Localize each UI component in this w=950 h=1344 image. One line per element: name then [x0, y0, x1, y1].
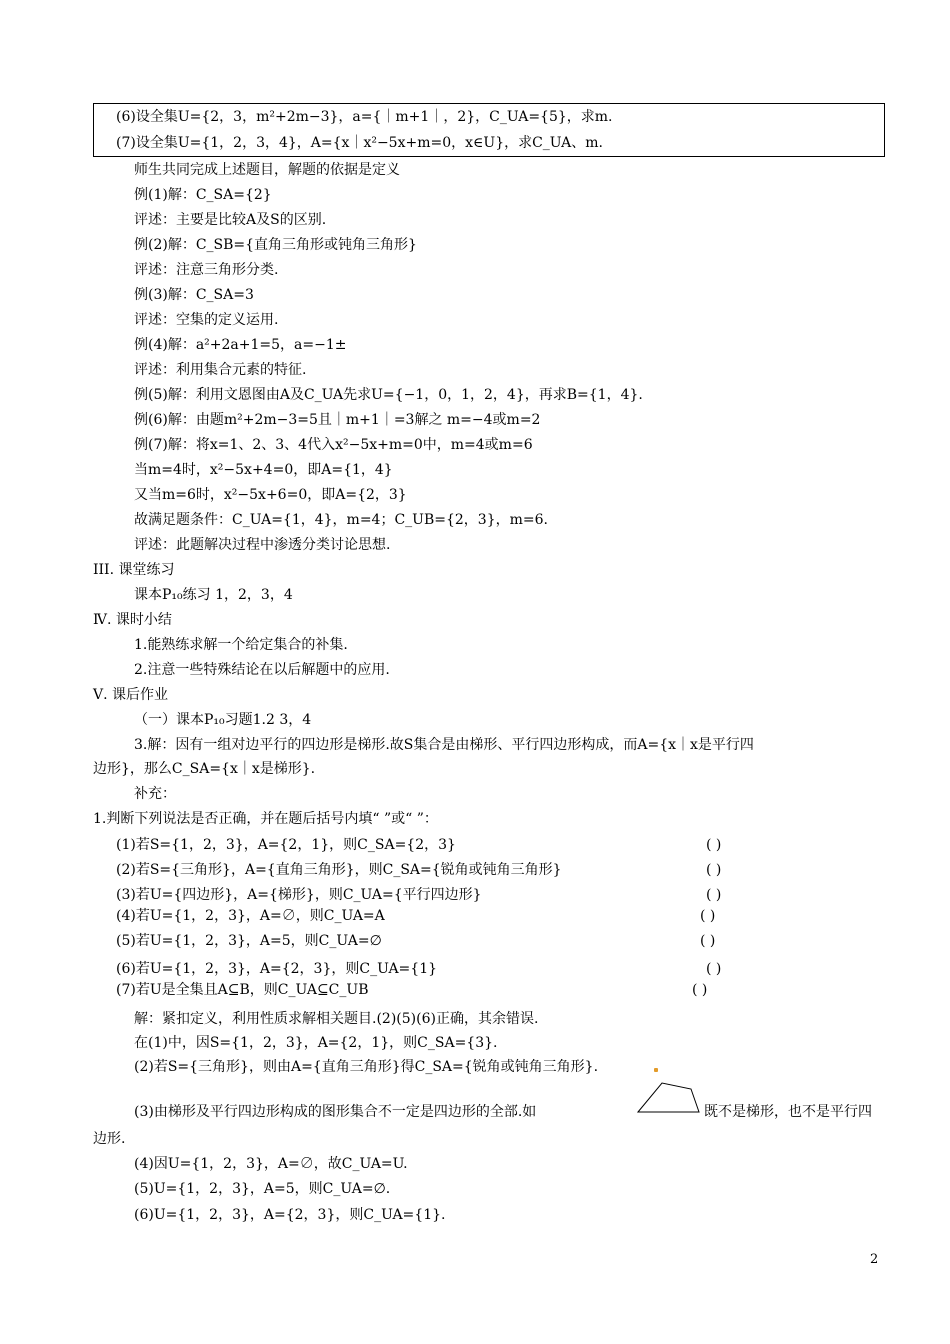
judgment-item: (3)若U={四边形}，A={梯形}，则C_UA={平行四边形} — [116, 887, 482, 903]
answer-bracket: ( ) — [706, 887, 722, 903]
text-line: 课本P₁₀练习 1，2，3，4 — [134, 587, 293, 603]
text-line: 评述：注意三角形分类. — [134, 262, 279, 278]
answer-bracket: ( ) — [700, 908, 716, 924]
text-line: 解：紧扣定义，利用性质求解相关题目.(2)(5)(6)正确，其余错误. — [134, 1011, 539, 1027]
text-line: 评述：利用集合元素的特征. — [134, 362, 307, 378]
text-line: （一）课本P₁₀习题1.2 3，4 — [134, 712, 312, 728]
text-line: 师生共同完成上述题目，解题的依据是定义 — [134, 162, 400, 178]
text-line: (4)因U={1，2，3}，A=∅，故C_UA=U. — [134, 1156, 408, 1172]
text-line: 例(3)解：C_SA=3 — [134, 287, 254, 303]
judgment-item: (6)若U={1，2，3}，A={2，3}，则C_UA={1} — [116, 961, 438, 977]
text-line: 例(7)解：将x=1、2、3、4代入x²−5x+m=0中，m=4或m=6 — [134, 437, 533, 453]
answer-bracket: ( ) — [692, 982, 708, 998]
text-line: (3)由梯形及平行四边形构成的图形集合不一定是四边形的全部.如 — [134, 1104, 537, 1120]
text-line: 例(6)解：由题m²+2m−3=5且｜m+1｜=3解之 m=−4或m=2 — [134, 412, 541, 428]
answer-bracket: ( ) — [700, 933, 716, 949]
text-line: 评述：此题解决过程中渗透分类讨论思想. — [134, 537, 391, 553]
box-line-6: (6)设全集U={2，3，m²+2m−3}，a={｜m+1｜，2}，C_UA={5}，求m. — [116, 109, 613, 125]
text-line: 1.能熟练求解一个给定集合的补集. — [134, 637, 348, 653]
judgment-item: (4)若U={1，2，3}，A=∅，则C_UA=A — [116, 908, 385, 924]
judgment-item: (2)若S={三角形}，A={直角三角形}，则C_SA={锐角或钝角三角形} — [116, 862, 562, 878]
quadrilateral-figure-icon — [636, 1081, 702, 1115]
exercise-instruction: 1.判断下列说法是否正确，并在题后括号内填“ ”或“ ”： — [93, 811, 438, 827]
text-line: 评述：主要是比较A及S的区别. — [134, 212, 327, 228]
text-line: 3.解：因有一组对边平行的四边形是梯形.故S集合是由梯形、平行四边形构成，而A={x｜x是平行四 — [134, 737, 754, 753]
answer-bracket: ( ) — [706, 862, 722, 878]
page-number: 2 — [870, 1252, 879, 1267]
text-line: (2)若S={三角形}，则由A={直角三角形}得C_SA={锐角或钝角三角形}. — [134, 1059, 599, 1075]
text-line: 边形}，那么C_SA={x｜x是梯形}. — [93, 761, 316, 777]
marker-dot — [654, 1068, 658, 1072]
text-line: 既不是梯形，也不是平行四 — [704, 1104, 872, 1120]
text-line: 补充： — [134, 786, 176, 802]
box-line-7: (7)设全集U={1，2，3，4}，A={x｜x²−5x+m=0，x∈U}，求C_UA、m. — [116, 135, 604, 151]
text-line: 当m=4时，x²−5x+4=0，即A={1，4} — [134, 462, 393, 478]
section-heading-homework: Ⅴ. 课后作业 — [93, 687, 169, 703]
text-line: 例(1)解：C_SA={2} — [134, 187, 272, 203]
text-line: 边形. — [93, 1131, 126, 1147]
judgment-item: (7)若U是全集且A⊆B，则C_UA⊆C_UB — [116, 982, 369, 998]
text-line: 2.注意一些特殊结论在以后解题中的应用. — [134, 662, 390, 678]
text-line: (5)U={1，2，3}，A=5，则C_UA=∅. — [134, 1181, 391, 1197]
section-heading-summary: Ⅳ. 课时小结 — [93, 612, 172, 628]
section-heading-practice: III. 课堂练习 — [93, 562, 175, 578]
answer-bracket: ( ) — [706, 837, 722, 853]
text-line: 故满足题条件：C_UA={1，4}，m=4；C_UB={2，3}，m=6. — [134, 512, 548, 528]
answer-bracket: ( ) — [706, 961, 722, 977]
text-line: 例(4)解：a²+2a+1=5，a=−1± — [134, 337, 347, 353]
text-line: 评述：空集的定义运用. — [134, 312, 279, 328]
text-line: 在(1)中，因S={1，2，3}，A={2，1}，则C_SA={3}. — [134, 1035, 498, 1051]
text-line: (6)U={1，2，3}，A={2，3}，则C_UA={1}. — [134, 1207, 446, 1223]
judgment-item: (1)若S={1，2，3}，A={2，1}，则C_SA={2，3} — [116, 837, 456, 853]
judgment-item: (5)若U={1，2，3}，A=5，则C_UA=∅ — [116, 933, 382, 949]
text-line: 例(2)解：C_SB={直角三角形或钝角三角形} — [134, 237, 417, 253]
text-line: 又当m=6时，x²−5x+6=0，即A={2，3} — [134, 487, 407, 503]
text-line: 例(5)解：利用文恩图由A及C_UA先求U={−1，0，1，2，4}，再求B={1，4}. — [134, 387, 643, 403]
